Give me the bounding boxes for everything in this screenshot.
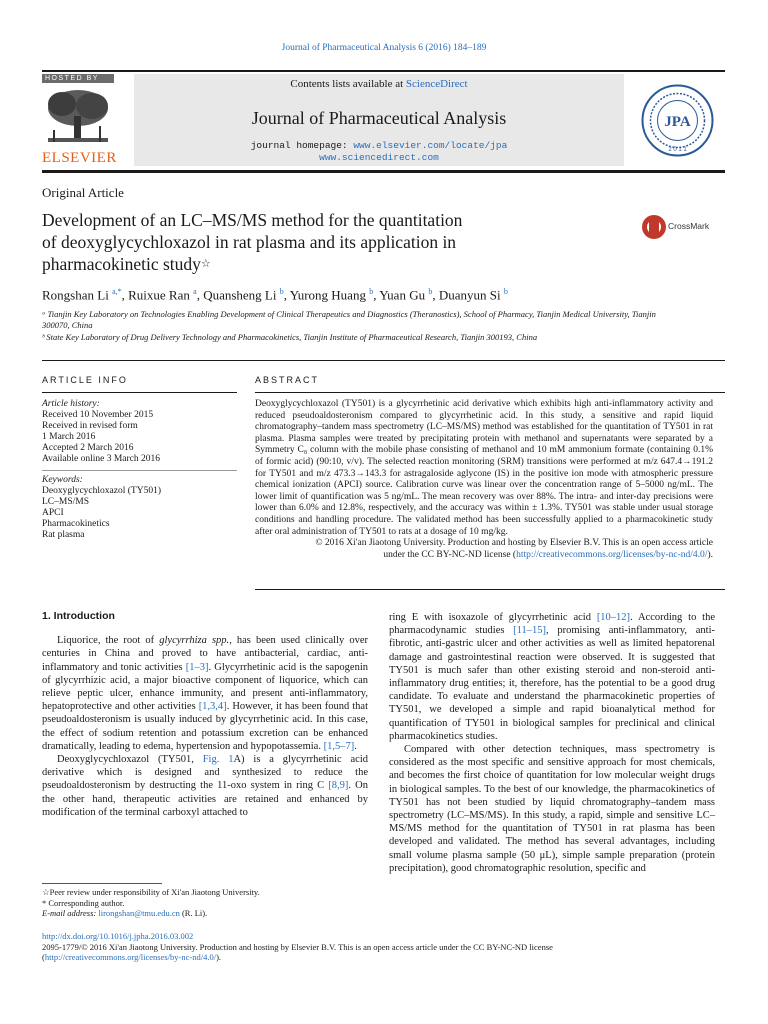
abstract-heading: ABSTRACT <box>255 375 320 385</box>
homepage-label: journal homepage: <box>250 140 354 151</box>
hosted-by-label: HOSTED BY <box>42 74 114 83</box>
svg-text:2 0 1 1: 2 0 1 1 <box>668 147 687 153</box>
keyword: LC–MS/MS <box>42 497 89 507</box>
contents-prefix: Contents lists available at <box>290 78 406 90</box>
license-link[interactable]: http://creativecommons.org/licenses/by-nc-nd/4.0/ <box>44 952 217 962</box>
author-6-affil[interactable]: b <box>503 287 508 296</box>
keyword: Pharmacokinetics <box>42 519 110 529</box>
author-1[interactable]: Rongshan Li <box>42 287 109 303</box>
reference-link[interactable]: [11–15] <box>513 625 547 637</box>
elsevier-tree-logo-icon <box>42 86 114 148</box>
history-label: Article history: <box>42 399 100 409</box>
divider <box>42 470 237 471</box>
author-2-affil[interactable]: a <box>193 287 197 296</box>
section-heading: 1. Introduction <box>42 610 115 622</box>
crossmark-label[interactable]: CrossMark <box>668 221 710 231</box>
history-item: Available online 3 March 2016 <box>42 454 161 464</box>
abstract <box>255 399 713 561</box>
author-3-affil[interactable]: b <box>279 287 284 296</box>
author-4[interactable]: Yurong Huang <box>289 287 366 303</box>
reference-link[interactable]: [1,5–7] <box>323 740 355 752</box>
star-icon: ☆ <box>200 258 211 270</box>
author-2[interactable]: Ruixue Ran <box>128 287 190 303</box>
reference-link[interactable]: [1,3,4] <box>198 701 227 713</box>
reference-link[interactable]: [8,9] <box>328 780 349 792</box>
contents-line <box>134 78 624 90</box>
keyword: APCI <box>42 508 64 518</box>
header-bottom-rule <box>42 170 725 173</box>
email-link[interactable]: lirongshan@tmu.edu.cn <box>98 908 180 918</box>
abstract-text: Deoxyglycychloxazol (TY501) is a glycyrrhetinic acid derivative which exhibits high anti-inflammatory activity and reduced pseudoaldosteronism compared to glycyrrhetinic acid. In this study, a sensitive and rapid liquid chromatography–tandem mass spectrometry (LC–MS/MS) method was established for the quantitation of TY501 in rat plasma. Plasma samples were treated by precipitating protein with methanol and supernatants were separated by a Symmetry C₈ column with the mobile phase consisting of methanol and 10 mM ammonium formate (containing 0.1% of formic acid) (90:10, v/v). The selected reaction monitoring (SRM) transitions were performed at m/z 647.4→191.2 for TY501 and m/z 473.3→143.3 for astragaloside aglycone (IS) in the positive ion mode with atmospheric pressure chemical ionization (APCI) source. Calibration curve was linear over the concentration range of 5–5000 ng/mL. The lower limit of quantification was 5 ng/mL. The mean recovery was over 88%. The intra- and inter-day precisions were lower than 6.0% and 12.8%, respectively, and the accuracy was within ± 1.3%. TY501 was stable under usual storage conditions and handling procedure. The validated method has been successfully applied to a pharmacokinetic study after oral administration of TY501 to rats at a dosage of 10 mg/kg. <box>255 399 713 537</box>
keyword: Rat plasma <box>42 530 85 540</box>
copyright-prefix: under the CC BY-NC-ND license ( <box>383 549 517 560</box>
homepage-link-elsevier[interactable]: www.elsevier.com/locate/jpa <box>353 140 508 151</box>
paragraph: Compared with other detection techniques, mass spectrometry is considered as the most specific and sensitive approach for most chemicals, and becomes the first choice of quantitation for low molecular weight drugs in biological samples. To the best of our knowledge, the pharmacokinetics of TY501 has not been studied by liquid chromatography–tandem mass spectrometry (LC–MS/MS). In this study, a rapid, simple and sensitive LC–MS/MS method for the quantitation of TY501 in rat plasma has been developed and validated. The method has several advantages, including small volume plasma sample (50 μL), simple sample preparation (protein precipitation), good chromatographic resolution, specific and <box>389 744 715 874</box>
article-title <box>42 209 602 275</box>
divider <box>255 392 725 393</box>
author-3[interactable]: Quansheng Li <box>203 287 277 303</box>
author-1-affil[interactable]: a,* <box>112 287 122 296</box>
history-item: Received in revised form <box>42 421 138 431</box>
article-info <box>42 399 237 541</box>
footnotes <box>42 887 372 919</box>
journal-citation[interactable]: Journal of Pharmaceutical Analysis 6 (2016) 184–189 <box>281 43 487 53</box>
title-line-2: of deoxyglycychloxazol in rat plasma and its application in <box>42 232 457 252</box>
title-line-1: Development of an LC–MS/MS method for the quantitation <box>42 210 463 230</box>
abstract-copyright <box>255 538 713 561</box>
crossmark-icon[interactable] <box>640 213 668 241</box>
reference-link[interactable]: [1–3] <box>185 661 209 673</box>
article-type: Original Article <box>42 185 124 200</box>
journal-title: Journal of Pharmaceutical Analysis <box>251 108 507 128</box>
homepage-link-sciencedirect[interactable]: www.sciencedirect.com <box>319 152 439 163</box>
divider <box>42 360 725 361</box>
author-4-affil[interactable]: b <box>369 287 374 296</box>
email-note: E-mail address: lirongshan@tmu.edu.cn (R. Li). <box>42 908 208 918</box>
page-bottom-info <box>42 931 732 963</box>
author-6[interactable]: Duanyun Si <box>438 287 501 303</box>
license-link[interactable]: http://creativecommons.org/licenses/by-nc-nd/4.0/ <box>516 549 708 560</box>
sciencedirect-link[interactable]: ScienceDirect <box>405 78 468 90</box>
elsevier-logo: ELSEVIER <box>42 150 117 166</box>
divider <box>255 589 725 590</box>
author-5-affil[interactable]: b <box>428 287 433 296</box>
history-item: Accepted 2 March 2016 <box>42 443 134 453</box>
figure-link[interactable]: Fig. 1 <box>202 754 234 766</box>
title-line-3: pharmacokinetic study <box>42 254 201 274</box>
history-item: Received 10 November 2015 <box>42 410 154 420</box>
jpa-seal-icon <box>640 83 715 158</box>
keyword: Deoxyglycychloxazol (TY501) <box>42 486 161 496</box>
author-5[interactable]: Yuan Gu <box>379 287 426 303</box>
paragraph: Deoxyglycychloxazol (TY501, Fig. 1A) is a glycyrrhetinic acid derivative which is designed and synthesized to reduce the pseudoaldosteronism by destructing the 11-oxo system in ring C [8,9]. On the other hand, therapeutic activities are retained and enhanced by modification of the terminal carboxyl attached to <box>42 754 369 818</box>
journal-homepage <box>134 140 624 164</box>
copyright-line-1: © 2016 Xi'an Jiaotong University. Production and hosting by Elsevier B.V. This is an open access article <box>315 538 713 549</box>
affiliation-a: ᵃ Tianjin Key Laboratory on Technologies Enabling Development of Clinical Therapeutics and Diagnostics (Theranostics), School of Pharmacy, Tianjin Medical University, Tianjin 300070, China <box>42 309 656 330</box>
body-right-column <box>389 611 715 875</box>
reference-link[interactable]: [10–12] <box>596 612 631 623</box>
issn-line: 2095-1779/© 2016 Xi'an Jiaotong University. Production and hosting by Elsevier B.V. This is an open access article under the CC BY-NC-ND license <box>42 941 553 952</box>
paragraph: Liquorice, the root of glycyrrhiza spp., has been used clinically over centuries in China and proved to have antibacterial, cardiac, anti-inflammatory and tonic activities [1–3]. Glycyrrhetinic acid is the sapogenin of glycyrrhizic acid, a major bioactive component of liquorice, which can relieve peptic ulcer, enhance immunity, and present anti-inflammatory, hepatoprotective and other activities [1,3,4]. However, it has been found that pseudoaldosteronism is usually induced by glycyrrhetinic acid. In this case, the effect of sodium retention and potassium excretion can be enhanced dramatically, leading to edema, hypertension and hypopotassemia. [1,5–7]. <box>42 635 368 752</box>
peer-review-note: ☆Peer review under responsibility of Xi'an Jiaotong University. <box>42 887 260 897</box>
license-line: (http://creativecommons.org/licenses/by-nc-nd/4.0/). <box>42 952 222 962</box>
corresponding-note: * Corresponding author. <box>42 897 125 908</box>
paragraph: ring E with isoxazole of glycyrrhetinic acid [10–12]. According to the pharmacodynamic studies [11–15], promising anti-inflammatory, anti-fibrotic, anti-gastric ulcer and other activities as well as limited hepatorenal damage and gastrointestinal reaction were observed. It is suggested that TY501 is much safer than other existing steroid and non-steroid anti-inflammatory drug entities; it, therefore, has the potential to be a good drug candidate. To evaluate and understand the pharmacokinetic properties of TY501, we developed a simple and rapid bioanalytical method for quantification of TY501 in biological samples for preclinical and clinical pharmacokinetics studies. <box>389 612 716 742</box>
article-info-heading: ARTICLE INFO <box>42 375 128 385</box>
copyright-suffix: ). <box>707 549 713 560</box>
doi-link[interactable]: http://dx.doi.org/10.1016/j.jpha.2016.03.002 <box>42 931 194 941</box>
author-list: Rongshan Li $^{a,*}$, Ruixue Ran $^a$, Quansheng Li $^b$, Yurong Huang $^b$, Yuan Gu $^b$, Duanyun Si $^b$ <box>42 287 508 303</box>
divider <box>42 392 237 393</box>
footnote-rule <box>42 883 162 884</box>
header-top-rule <box>42 70 725 72</box>
body-left-column <box>42 610 368 819</box>
history-item: 1 March 2016 <box>42 432 96 442</box>
affiliation-b: ᵇ State Key Laboratory of Drug Delivery Technology and Pharmacokinetics, Tianjin Institute of Pharmaceutical Research, Tianjin 300193, China <box>42 332 538 342</box>
svg-text:JPA: JPA <box>664 114 691 130</box>
keywords-label: Keywords: <box>42 475 83 485</box>
